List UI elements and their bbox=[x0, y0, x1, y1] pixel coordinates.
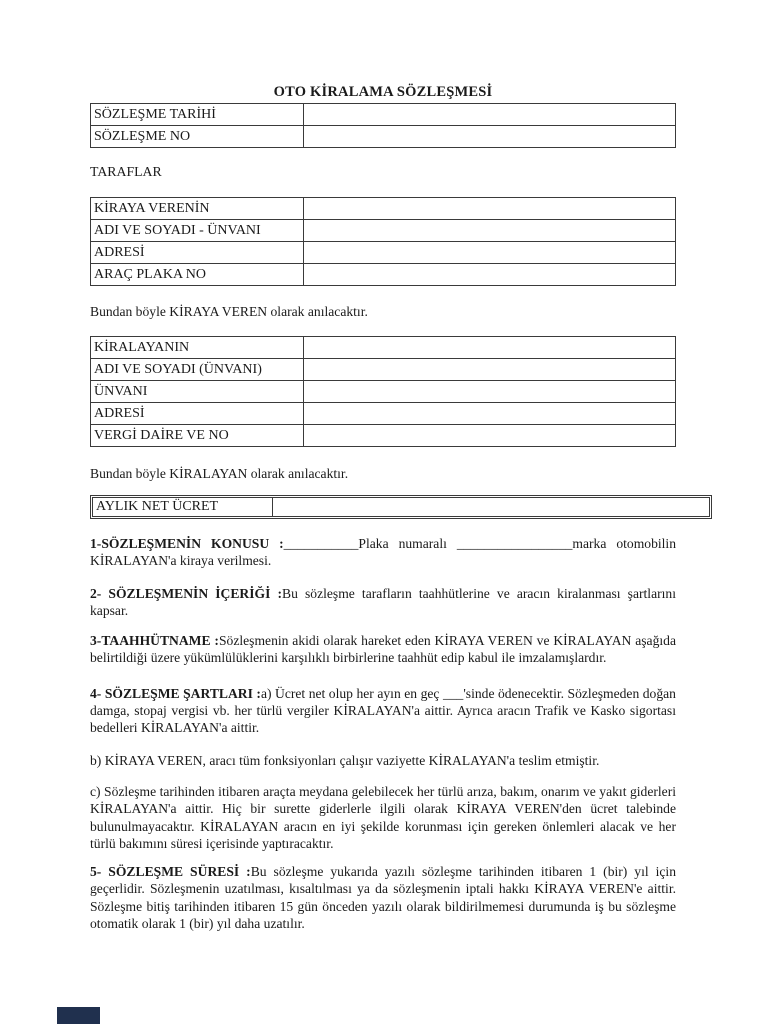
table-value-cell bbox=[304, 381, 676, 403]
lessor-table bbox=[90, 197, 676, 286]
table-value-cell bbox=[304, 220, 676, 242]
table-row bbox=[91, 220, 676, 242]
table-label-sozlesme-no: SÖZLEŞME NO bbox=[91, 126, 304, 148]
table-value-cell bbox=[304, 104, 676, 126]
table-label-adresi-2: ADRESİ bbox=[91, 403, 304, 425]
table-label-adresi: ADRESİ bbox=[91, 242, 304, 264]
clause-4b bbox=[90, 752, 676, 769]
clause-5 bbox=[90, 863, 676, 932]
table-label-adi-soyadi-unvani-2: ADI VE SOYADI (ÜNVANI) bbox=[91, 359, 304, 381]
clause-1-heading: 1-SÖZLEŞMENİN KONUSU : bbox=[90, 536, 284, 551]
table-label-adi-soyadi-unvani: ADI VE SOYADI - ÜNVANI bbox=[91, 220, 304, 242]
fee-table-wrapper bbox=[90, 495, 712, 519]
table-value-cell bbox=[273, 498, 710, 517]
table-row bbox=[91, 359, 676, 381]
table-label-sozlesme-tarihi: SÖZLEŞME TARİHİ bbox=[91, 104, 304, 126]
clause-1 bbox=[90, 535, 676, 570]
clause-4c-body: c) Sözleşme tarihinden itibaren araçta meydana gelebilecek her türlü arıza, bakım, onarım ve yakıt giderleri KİRALAYAN'a aittir. Hiç bir surette giderlerle ilgili olarak KİRAYA VEREN'den ücret talebinde bulunulmayacaktır. KİRALAYAN aracın en iyi şekilde korunması için gereken önlemleri alacak ve her türlü bakımını süresi içerisinde yaptıracaktır. bbox=[90, 783, 676, 851]
clause-4b-body: b) KİRAYA VEREN, aracı tüm fonksiyonları çalışır vaziyette KİRALAYAN'a teslim etmiştir. bbox=[90, 752, 600, 768]
contract-info-table bbox=[90, 103, 676, 148]
table-row bbox=[93, 498, 710, 517]
table-row bbox=[91, 264, 676, 286]
table-value-cell bbox=[304, 425, 676, 447]
clause-5-body: Bu sözleşme yukarıda yazılı sözleşme tarihinden itibaren 1 (bir) yıl için geçerlidir. Sözleşmenin uzatılması, kısaltılması ya da sözleşmenin iptali hakkı KİRAYA VEREN'e aittir. Sözleşme bitiş tarihinden itibaren 15 gün önceden yazılı olarak bildirilmemesi durumunda iş bu sözleşme otomatik olarak 1 (bir) yıl daha uzatılır. bbox=[90, 864, 677, 932]
table-label-vergi-daire-ve-no: VERGİ DAİRE VE NO bbox=[91, 425, 304, 447]
table-label-kiralayanin: KİRALAYANIN bbox=[91, 337, 304, 359]
clause-4 bbox=[90, 685, 676, 737]
table-row bbox=[91, 242, 676, 264]
table-row bbox=[91, 403, 676, 425]
table-label-kiraya-verenin: KİRAYA VERENİN bbox=[91, 198, 304, 220]
lessee-note: Bundan böyle KİRALAYAN olarak anılacaktır. bbox=[90, 466, 349, 481]
taraflar-heading: TARAFLAR bbox=[90, 164, 162, 179]
table-value-cell bbox=[304, 403, 676, 425]
table-label-unvani: ÜNVANI bbox=[91, 381, 304, 403]
clause-2-body: Bu sözleşme tarafların taahhütlerine ve aracın kiralanması şartlarını kapsar. bbox=[90, 585, 676, 618]
table-row bbox=[91, 381, 676, 403]
clause-4c bbox=[90, 783, 676, 852]
table-row bbox=[91, 425, 676, 447]
document-title: OTO KİRALAMA SÖZLEŞMESİ bbox=[273, 84, 493, 100]
clause-2-heading: 2- SÖZLEŞMENİN İÇERİĞİ : bbox=[90, 585, 283, 601]
clause-3 bbox=[90, 632, 676, 667]
lessor-note: Bundan böyle KİRAYA VEREN olarak anılacaktır. bbox=[90, 304, 368, 319]
table-row bbox=[91, 337, 676, 359]
clause-3-heading: 3-TAAHHÜTNAME : bbox=[90, 633, 219, 649]
clause-3-body: Sözleşmenin akidi olarak hareket eden KİRAYA VEREN ve KİRALAYAN aşağıda belirtildiği üzere yükümlülüklerini karşılıklı birbirlerine taahhüt edip kabul ile imzalamışlardır. bbox=[90, 633, 676, 666]
clause-2 bbox=[90, 585, 676, 620]
table-row bbox=[91, 198, 676, 220]
table-value-cell bbox=[304, 126, 676, 148]
table-label-arac-plaka-no: ARAÇ PLAKA NO bbox=[91, 264, 304, 286]
table-value-cell bbox=[304, 242, 676, 264]
table-value-cell bbox=[304, 359, 676, 381]
fee-table bbox=[92, 497, 710, 517]
table-label-aylik-net-ucret: AYLIK NET ÜCRET bbox=[93, 498, 273, 517]
bottom-left-partial-panel[interactable] bbox=[57, 1007, 100, 1024]
table-row bbox=[91, 104, 676, 126]
table-row bbox=[91, 126, 676, 148]
clause-4-heading: 4- SÖZLEŞME ŞARTLARI : bbox=[90, 685, 261, 701]
table-value-cell bbox=[304, 198, 676, 220]
table-value-cell bbox=[304, 337, 676, 359]
clause-5-heading: 5- SÖZLEŞME SÜRESİ : bbox=[90, 864, 251, 880]
document-page bbox=[90, 84, 676, 932]
table-value-cell bbox=[304, 264, 676, 286]
clause-4-body: a) Ücret net olup her ayın en geç ___'sinde ödenecektir. Sözleşmeden doğan damga, stopaj vergisi vb. her türlü vergiler KİRALAYAN'a aittir. Ayrıca aracın Trafik ve Kasko sigortası bedelleri KİRALAYAN'a aittir. bbox=[90, 685, 676, 736]
lessee-table bbox=[90, 336, 676, 447]
clause-1-body: ___________Plaka numaralı _________________marka otomobilin KİRALAYAN'a kiraya verilmesi. bbox=[90, 536, 676, 569]
